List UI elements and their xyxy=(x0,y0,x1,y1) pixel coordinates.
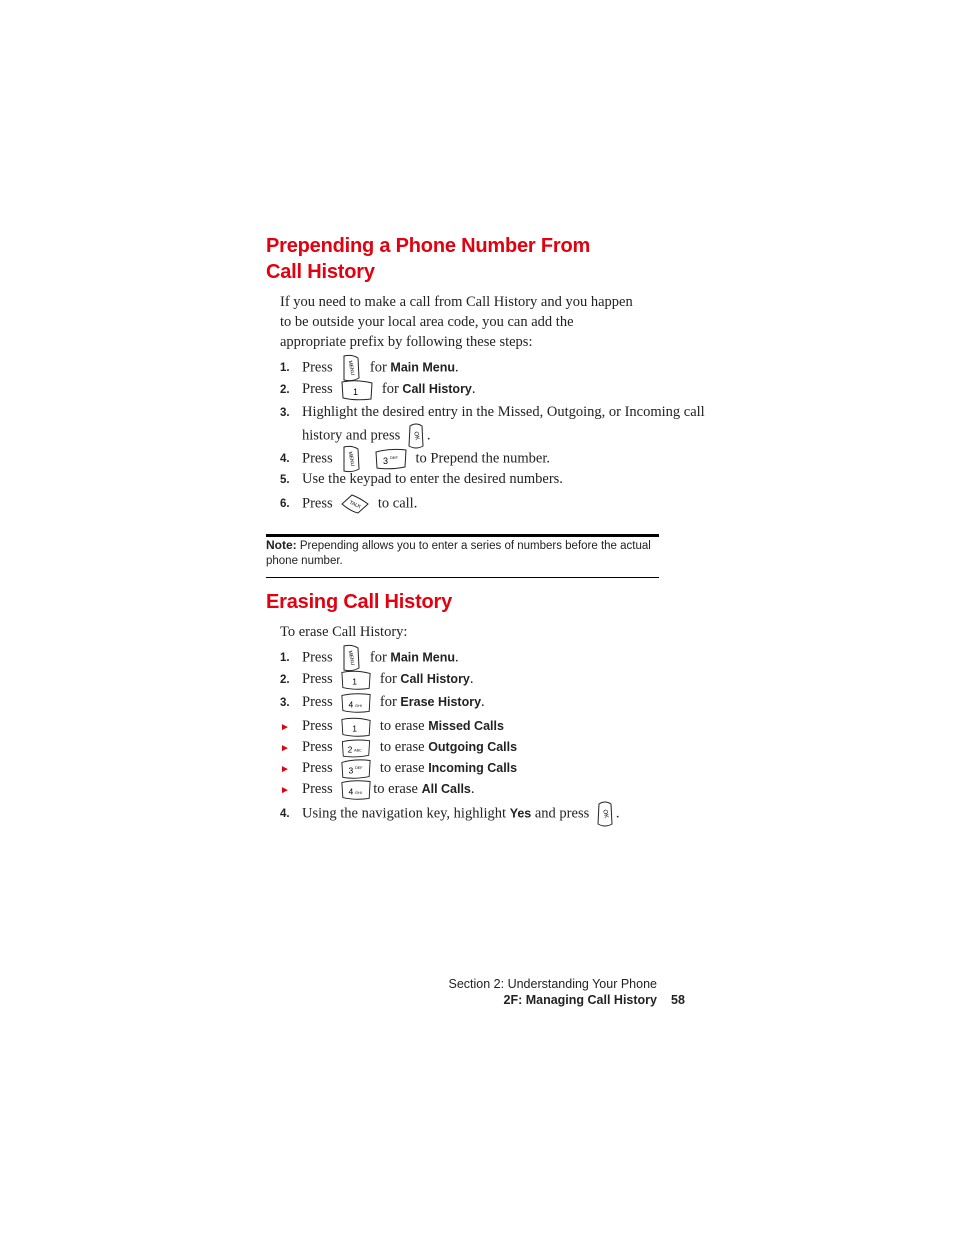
key-1-icon xyxy=(340,669,372,691)
footer-chapter: 2F: Managing Call History xyxy=(503,993,657,1007)
svg-text:DEF: DEF xyxy=(389,455,398,460)
erase-bullet-outgoing: ► Press 2 ABC to erase Outgoing Calls xyxy=(280,736,517,758)
svg-text:3: 3 xyxy=(348,765,354,776)
erase-bullet-all: ► Press 4 GHI to erase All Calls. xyxy=(280,778,475,800)
svg-text:GHI: GHI xyxy=(355,790,362,795)
key-1-icon xyxy=(340,379,374,401)
svg-text:MENU: MENU xyxy=(347,360,356,376)
key-1-icon xyxy=(340,716,372,738)
svg-text:OK: OK xyxy=(601,809,609,819)
note-box: Note: Prepending allows you to enter a series of numbers before the actual phone number. xyxy=(266,538,651,567)
key-4-icon xyxy=(340,779,372,801)
svg-text:1: 1 xyxy=(352,723,358,734)
bullet-arrow-icon: ► xyxy=(280,764,290,775)
note-bottom-rule xyxy=(266,577,659,578)
prepend-step-2: 2. Press 1 for Call History. xyxy=(280,378,476,400)
erase-step-3: 3. Press 4 GHI for Erase History. xyxy=(280,691,485,713)
prepend-step-3-line1: 3. Highlight the desired entry in the Missed, Outgoing, or Incoming call xyxy=(280,404,705,420)
note-top-rule xyxy=(266,534,659,537)
bullet-arrow-icon: ► xyxy=(280,743,290,754)
svg-text:MENU: MENU xyxy=(347,650,356,666)
key-2-icon xyxy=(340,738,372,758)
footer-section: Section 2: Understanding Your Phone xyxy=(448,977,657,991)
svg-text:OK: OK xyxy=(412,431,420,441)
svg-text:1: 1 xyxy=(352,676,358,687)
prepend-step-5: 5. Use the keypad to enter the desired numbers. xyxy=(280,471,563,487)
section-title-prepending: Prepending a Phone Number From Call History xyxy=(266,235,591,283)
svg-text:MENU: MENU xyxy=(347,451,356,467)
prepend-step-1: 1. Press MENU for Main Menu. xyxy=(280,354,459,376)
svg-text:ABC: ABC xyxy=(354,748,362,753)
prepend-step-3-line2: history and press OK . xyxy=(302,422,431,444)
svg-text:TALK: TALK xyxy=(348,499,363,511)
svg-text:GHI: GHI xyxy=(355,703,362,708)
key-3-icon xyxy=(340,758,372,780)
erase-bullet-incoming: ► Press 3 DEF to erase Incoming Calls xyxy=(280,757,517,779)
erase-bullet-missed: ► Press 1 to erase Missed Calls xyxy=(280,715,504,737)
erase-step-1: 1. Press MENU for Main Menu. xyxy=(280,644,459,666)
prepend-intro: If you need to make a call from Call History and you happen to be outside your local area code, you can add the appropriate prefix by following these steps: xyxy=(280,294,633,350)
key-4-icon xyxy=(340,692,372,714)
svg-text:4: 4 xyxy=(348,786,354,797)
prepend-step-6: 6. Press TALK to call. xyxy=(280,492,417,514)
ok-key-icon xyxy=(595,800,615,828)
erase-step-4: 4. Using the navigation key, highlight Yes and press OK . xyxy=(280,800,620,822)
svg-text:DEF: DEF xyxy=(355,765,363,770)
bullet-arrow-icon: ► xyxy=(280,722,290,733)
key-3-icon xyxy=(374,448,408,470)
section-title-erasing: Erasing Call History xyxy=(266,591,453,613)
erase-step-2: 2. Press 1 for Call History. xyxy=(280,668,474,690)
svg-text:2: 2 xyxy=(348,745,353,755)
svg-text:1: 1 xyxy=(353,386,359,397)
erase-intro: To erase Call History: xyxy=(280,624,408,640)
prepend-step-4: 4. Press MENU 3 DEF to Prepend the number. xyxy=(280,445,550,467)
talk-key-icon xyxy=(340,492,370,516)
svg-text:4: 4 xyxy=(348,699,354,710)
svg-text:3: 3 xyxy=(382,456,388,466)
page-number: 58 xyxy=(671,993,685,1007)
bullet-arrow-icon: ► xyxy=(280,785,290,796)
